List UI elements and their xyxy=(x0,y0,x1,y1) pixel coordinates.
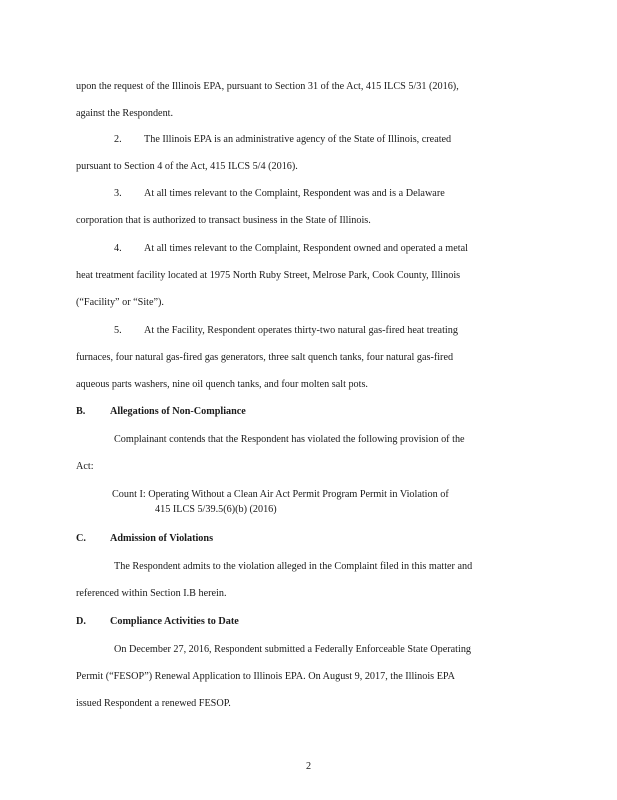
section-c-heading xyxy=(76,532,546,545)
paragraph-1-line-1: upon the request of the Illinois EPA, pursuant to Section 31 of the Act, 415 ILCS 5/31 (2016), xyxy=(76,81,459,92)
section-c-line-1: The Respondent admits to the violation alleged in the Complaint filed in this matter and xyxy=(114,561,473,572)
paragraph-5-text: At the Facility, Respondent operates thirty-two natural gas-fired heat treating xyxy=(144,325,458,336)
paragraph-2-line-1 xyxy=(76,133,584,146)
section-d-line-2: Permit (“FESOP”) Renewal Application to Illinois EPA. On August 9, 2017, the Illinois EPA xyxy=(76,671,456,682)
paragraph-3-line-1 xyxy=(76,187,584,200)
paragraph-4-number: 4. xyxy=(114,243,122,254)
section-d-line-3: issued Respondent a renewed FESOP. xyxy=(76,698,231,709)
paragraph-5-line-3: aqueous parts washers, nine oil quench tanks, and four molten salt pots. xyxy=(76,379,368,390)
page-number: 2 xyxy=(305,761,312,772)
section-c-title: Admission of Violations xyxy=(110,533,214,544)
paragraph-1-line-2: against the Respondent. xyxy=(76,108,174,119)
paragraph-5-number: 5. xyxy=(114,325,122,336)
paragraph-4-line-3: (“Facility” or “Site”). xyxy=(76,297,164,308)
section-d-line-1: On December 27, 2016, Respondent submitted a Federally Enforceable State Operating xyxy=(114,644,472,655)
section-d-heading xyxy=(76,615,546,628)
paragraph-3-line-2: corporation that is authorized to transact business in the State of Illinois. xyxy=(76,215,371,226)
section-b-heading xyxy=(76,405,546,418)
paragraph-4-line-1 xyxy=(76,242,584,255)
section-b-title: Allegations of Non-Compliance xyxy=(110,406,246,417)
paragraph-3-text: At all times relevant to the Complaint, Respondent was and is a Delaware xyxy=(144,188,445,199)
section-c-letter: C. xyxy=(76,533,86,544)
section-b-letter: B. xyxy=(76,406,86,417)
section-b-line-1: Complainant contends that the Respondent has violated the following provision of the xyxy=(114,434,465,445)
section-b-line-2: Act: xyxy=(76,461,94,472)
section-d-title: Compliance Activities to Date xyxy=(110,616,239,627)
paragraph-2-text: The Illinois EPA is an administrative agency of the State of Illinois, created xyxy=(144,134,452,145)
paragraph-4-text: At all times relevant to the Complaint, Respondent owned and operated a metal xyxy=(144,243,468,254)
paragraph-2-line-2: pursuant to Section 4 of the Act, 415 ILCS 5/4 (2016). xyxy=(76,161,298,172)
paragraph-5-line-2: furnaces, four natural gas-fired gas generators, three salt quench tanks, four natural gas-fired xyxy=(76,352,454,363)
paragraph-4-line-2: heat treatment facility located at 1975 North Ruby Street, Melrose Park, Cook County, Illinois xyxy=(76,270,461,281)
count-line-1: Count I: Operating Without a Clean Air Act Permit Program Permit in Violation of xyxy=(112,489,449,500)
paragraph-3-number: 3. xyxy=(114,188,122,199)
paragraph-2-number: 2. xyxy=(114,134,122,145)
section-c-line-2: referenced within Section I.B herein. xyxy=(76,588,227,599)
count-line-2: 415 ILCS 5/39.5(6)(b) (2016) xyxy=(155,504,277,515)
section-d-letter: D. xyxy=(76,616,86,627)
paragraph-5-line-1 xyxy=(76,324,584,337)
